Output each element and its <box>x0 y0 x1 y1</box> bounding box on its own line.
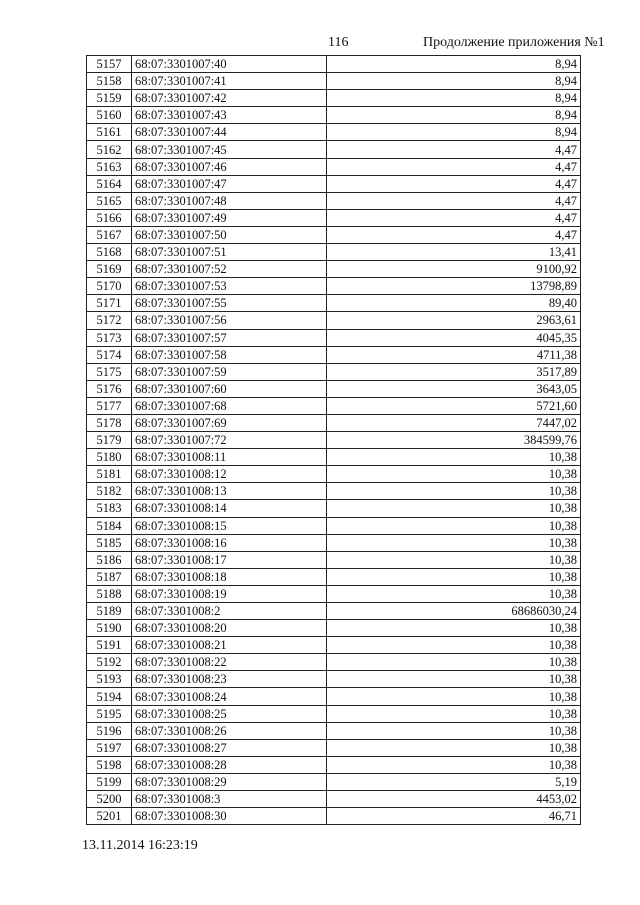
table-row <box>87 773 581 790</box>
table-row <box>87 620 581 637</box>
row-number: 5201 <box>87 808 132 825</box>
table-row <box>87 808 581 825</box>
row-value: 5721,60 <box>327 397 581 414</box>
cadastral-number: 68:07:3301008:16 <box>132 534 327 551</box>
table-row <box>87 295 581 312</box>
row-value: 10,38 <box>327 517 581 534</box>
table-row <box>87 346 581 363</box>
row-value: 4,47 <box>327 158 581 175</box>
row-value: 4,47 <box>327 141 581 158</box>
row-value: 4045,35 <box>327 329 581 346</box>
cadastral-number: 68:07:3301007:43 <box>132 107 327 124</box>
table-row <box>87 124 581 141</box>
table-row <box>87 500 581 517</box>
row-value: 4,47 <box>327 175 581 192</box>
cadastral-number: 68:07:3301008:20 <box>132 620 327 637</box>
row-number: 5199 <box>87 773 132 790</box>
cadastral-number: 68:07:3301007:40 <box>132 56 327 73</box>
table-row <box>87 671 581 688</box>
cadastral-number: 68:07:3301007:51 <box>132 244 327 261</box>
row-value: 10,38 <box>327 449 581 466</box>
cadastral-table <box>86 55 581 825</box>
cadastral-number: 68:07:3301008:11 <box>132 449 327 466</box>
table-row <box>87 192 581 209</box>
row-value: 9100,92 <box>327 261 581 278</box>
row-value: 3643,05 <box>327 380 581 397</box>
row-value: 4,47 <box>327 226 581 243</box>
row-number: 5171 <box>87 295 132 312</box>
row-value: 10,38 <box>327 756 581 773</box>
row-value: 8,94 <box>327 107 581 124</box>
cadastral-number: 68:07:3301007:59 <box>132 363 327 380</box>
table-row <box>87 568 581 585</box>
row-number: 5160 <box>87 107 132 124</box>
cadastral-number: 68:07:3301008:18 <box>132 568 327 585</box>
table-row <box>87 175 581 192</box>
table-row <box>87 483 581 500</box>
table-row <box>87 756 581 773</box>
table-row <box>87 449 581 466</box>
table-row <box>87 414 581 431</box>
row-number: 5180 <box>87 449 132 466</box>
row-number: 5161 <box>87 124 132 141</box>
row-number: 5195 <box>87 705 132 722</box>
row-number: 5176 <box>87 380 132 397</box>
row-value: 10,38 <box>327 466 581 483</box>
table-row <box>87 107 581 124</box>
row-value: 10,38 <box>327 585 581 602</box>
row-number: 5157 <box>87 56 132 73</box>
row-number: 5198 <box>87 756 132 773</box>
table-row <box>87 397 581 414</box>
row-value: 10,38 <box>327 551 581 568</box>
cadastral-number: 68:07:3301008:21 <box>132 637 327 654</box>
row-value: 384599,76 <box>327 432 581 449</box>
row-number: 5186 <box>87 551 132 568</box>
row-value: 10,38 <box>327 568 581 585</box>
cadastral-number: 68:07:3301007:42 <box>132 90 327 107</box>
table-row <box>87 380 581 397</box>
row-number: 5163 <box>87 158 132 175</box>
row-value: 2963,61 <box>327 312 581 329</box>
row-value: 10,38 <box>327 739 581 756</box>
row-value: 10,38 <box>327 705 581 722</box>
row-number: 5170 <box>87 278 132 295</box>
row-number: 5183 <box>87 500 132 517</box>
row-number: 5166 <box>87 209 132 226</box>
row-number: 5184 <box>87 517 132 534</box>
cadastral-number: 68:07:3301008:27 <box>132 739 327 756</box>
row-number: 5173 <box>87 329 132 346</box>
row-number: 5169 <box>87 261 132 278</box>
row-number: 5197 <box>87 739 132 756</box>
row-value: 10,38 <box>327 722 581 739</box>
row-number: 5179 <box>87 432 132 449</box>
table-row <box>87 363 581 380</box>
row-number: 5188 <box>87 585 132 602</box>
table-row <box>87 56 581 73</box>
cadastral-number: 68:07:3301008:24 <box>132 688 327 705</box>
table-row <box>87 90 581 107</box>
row-number: 5175 <box>87 363 132 380</box>
appendix-continuation-title: Продолжение приложения №1 <box>423 35 605 50</box>
row-number: 5196 <box>87 722 132 739</box>
table-row <box>87 141 581 158</box>
row-value: 10,38 <box>327 534 581 551</box>
row-value: 10,38 <box>327 671 581 688</box>
row-value: 68686030,24 <box>327 603 581 620</box>
cadastral-number: 68:07:3301008:12 <box>132 466 327 483</box>
cadastral-number: 68:07:3301007:41 <box>132 73 327 90</box>
cadastral-number: 68:07:3301007:46 <box>132 158 327 175</box>
cadastral-number: 68:07:3301007:44 <box>132 124 327 141</box>
table-row <box>87 312 581 329</box>
table-row <box>87 603 581 620</box>
page-number: 116 <box>328 35 349 50</box>
row-value: 8,94 <box>327 124 581 141</box>
row-number: 5168 <box>87 244 132 261</box>
cadastral-number: 68:07:3301008:28 <box>132 756 327 773</box>
row-number: 5174 <box>87 346 132 363</box>
row-value: 5,19 <box>327 773 581 790</box>
cadastral-number: 68:07:3301007:57 <box>132 329 327 346</box>
cadastral-number: 68:07:3301008:30 <box>132 808 327 825</box>
table-row <box>87 722 581 739</box>
cadastral-number: 68:07:3301007:50 <box>132 226 327 243</box>
row-value: 10,38 <box>327 688 581 705</box>
cadastral-number: 68:07:3301007:56 <box>132 312 327 329</box>
table-row <box>87 209 581 226</box>
table-row <box>87 534 581 551</box>
cadastral-number: 68:07:3301007:55 <box>132 295 327 312</box>
row-number: 5162 <box>87 141 132 158</box>
row-number: 5185 <box>87 534 132 551</box>
cadastral-number: 68:07:3301007:68 <box>132 397 327 414</box>
row-value: 8,94 <box>327 56 581 73</box>
cadastral-number: 68:07:3301007:69 <box>132 414 327 431</box>
row-number: 5194 <box>87 688 132 705</box>
table-row <box>87 158 581 175</box>
row-number: 5193 <box>87 671 132 688</box>
table-row <box>87 551 581 568</box>
cadastral-number: 68:07:3301008:17 <box>132 551 327 568</box>
row-value: 7447,02 <box>327 414 581 431</box>
row-value: 4453,02 <box>327 791 581 808</box>
cadastral-number: 68:07:3301007:48 <box>132 192 327 209</box>
cadastral-number: 68:07:3301007:58 <box>132 346 327 363</box>
row-number: 5165 <box>87 192 132 209</box>
row-value: 10,38 <box>327 620 581 637</box>
cadastral-number: 68:07:3301007:49 <box>132 209 327 226</box>
row-value: 13,41 <box>327 244 581 261</box>
row-value: 3517,89 <box>327 363 581 380</box>
cadastral-number: 68:07:3301007:53 <box>132 278 327 295</box>
cadastral-number: 68:07:3301008:26 <box>132 722 327 739</box>
row-number: 5187 <box>87 568 132 585</box>
cadastral-number: 68:07:3301007:52 <box>132 261 327 278</box>
row-number: 5182 <box>87 483 132 500</box>
cadastral-number: 68:07:3301007:45 <box>132 141 327 158</box>
row-value: 8,94 <box>327 90 581 107</box>
row-value: 46,71 <box>327 808 581 825</box>
table-row <box>87 637 581 654</box>
row-value: 10,38 <box>327 483 581 500</box>
row-value: 4,47 <box>327 192 581 209</box>
cadastral-number: 68:07:3301008:2 <box>132 603 327 620</box>
cadastral-number: 68:07:3301008:23 <box>132 671 327 688</box>
row-number: 5181 <box>87 466 132 483</box>
table-row <box>87 244 581 261</box>
table-row <box>87 278 581 295</box>
row-value: 4711,38 <box>327 346 581 363</box>
row-value: 10,38 <box>327 654 581 671</box>
row-value: 89,40 <box>327 295 581 312</box>
row-number: 5167 <box>87 226 132 243</box>
row-number: 5191 <box>87 637 132 654</box>
table-row <box>87 585 581 602</box>
table-row <box>87 791 581 808</box>
cadastral-number: 68:07:3301008:29 <box>132 773 327 790</box>
cadastral-number: 68:07:3301008:15 <box>132 517 327 534</box>
row-number: 5189 <box>87 603 132 620</box>
table-row <box>87 261 581 278</box>
row-value: 13798,89 <box>327 278 581 295</box>
table-row <box>87 73 581 90</box>
cadastral-number: 68:07:3301008:3 <box>132 791 327 808</box>
row-number: 5164 <box>87 175 132 192</box>
row-number: 5159 <box>87 90 132 107</box>
row-value: 8,94 <box>327 73 581 90</box>
cadastral-number: 68:07:3301007:47 <box>132 175 327 192</box>
row-number: 5178 <box>87 414 132 431</box>
table-row <box>87 517 581 534</box>
row-number: 5200 <box>87 791 132 808</box>
table-row <box>87 739 581 756</box>
row-number: 5190 <box>87 620 132 637</box>
cadastral-number: 68:07:3301008:25 <box>132 705 327 722</box>
row-value: 4,47 <box>327 209 581 226</box>
table-row <box>87 466 581 483</box>
cadastral-number: 68:07:3301007:60 <box>132 380 327 397</box>
row-number: 5172 <box>87 312 132 329</box>
row-number: 5158 <box>87 73 132 90</box>
table-row <box>87 329 581 346</box>
table-row <box>87 654 581 671</box>
table-body <box>87 56 581 825</box>
row-number: 5192 <box>87 654 132 671</box>
cadastral-number: 68:07:3301008:19 <box>132 585 327 602</box>
cadastral-number: 68:07:3301008:14 <box>132 500 327 517</box>
table-row <box>87 432 581 449</box>
row-value: 10,38 <box>327 637 581 654</box>
table-row <box>87 705 581 722</box>
table-row <box>87 688 581 705</box>
cadastral-number: 68:07:3301008:13 <box>132 483 327 500</box>
print-timestamp: 13.11.2014 16:23:19 <box>82 838 198 853</box>
table-row <box>87 226 581 243</box>
row-value: 10,38 <box>327 500 581 517</box>
row-number: 5177 <box>87 397 132 414</box>
cadastral-number: 68:07:3301007:72 <box>132 432 327 449</box>
cadastral-number: 68:07:3301008:22 <box>132 654 327 671</box>
